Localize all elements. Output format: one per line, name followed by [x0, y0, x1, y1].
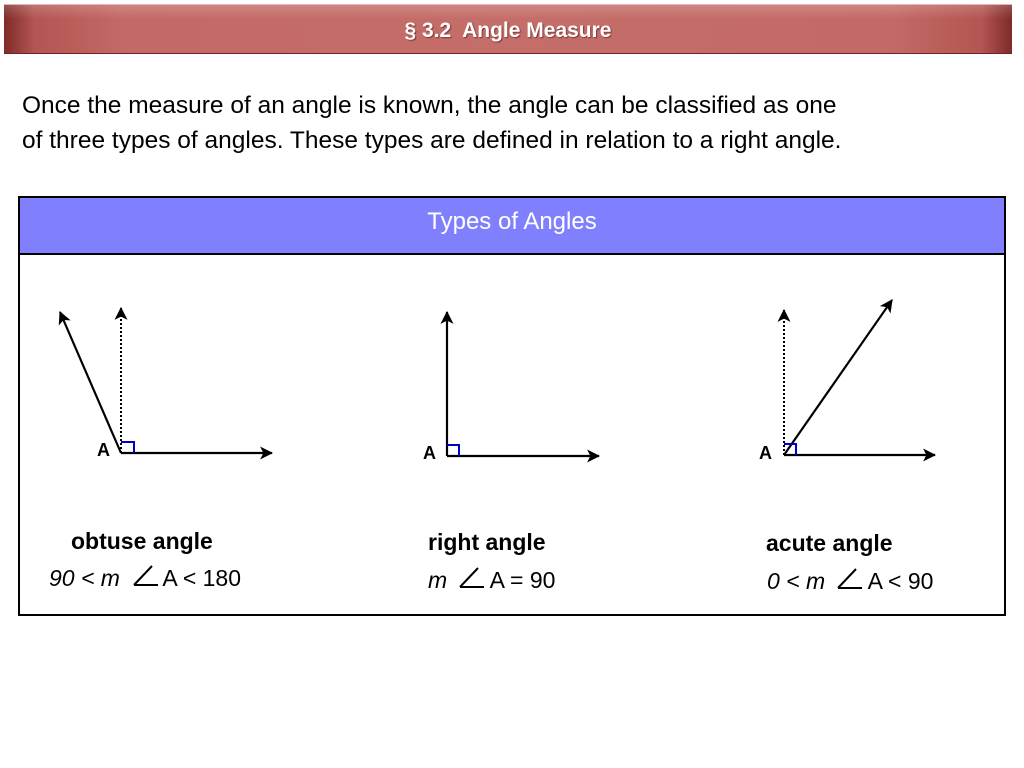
angle-icon	[454, 565, 490, 591]
intro-line-1: Once the measure of an angle is known, the angle can be classified as one	[22, 92, 837, 119]
acute-vertex-label: A	[759, 443, 772, 463]
angle-icon	[126, 563, 162, 589]
intro-line-2: of three types of angles. These types are defined in relation to a right angle.	[22, 127, 842, 154]
acute-formula-rhs: A < 90	[867, 568, 934, 594]
obtuse-angle-name: obtuse angle	[71, 528, 213, 554]
obtuse-right-angle-marker	[121, 442, 134, 453]
obtuse-angle-diagram	[60, 308, 272, 453]
acute-angle-diagram	[784, 300, 935, 455]
right-formula-lhs: m	[428, 567, 448, 593]
angle-icon	[832, 566, 868, 592]
table-title: Types of Angles	[427, 208, 597, 235]
right-formula	[428, 565, 555, 594]
obtuse-formula	[49, 563, 241, 592]
right-formula-rhs: A = 90	[489, 567, 556, 593]
right-angle-name: right angle	[428, 529, 546, 555]
acute-angle-name: acute angle	[766, 530, 893, 556]
right-angle-diagram	[447, 312, 599, 456]
obtuse-vertex-label: A	[97, 440, 110, 460]
slide-title: § 3.2 Angle Measure	[404, 19, 612, 42]
obtuse-formula-lhs: 90 < m	[49, 565, 120, 591]
acute-slanted-ray	[784, 300, 892, 455]
obtuse-slanted-ray	[60, 312, 121, 453]
acute-formula	[767, 566, 933, 595]
obtuse-formula-rhs: A < 180	[162, 565, 242, 591]
acute-formula-lhs: 0 < m	[767, 568, 826, 594]
right-vertex-label: A	[423, 443, 436, 463]
right-angle-marker	[447, 445, 459, 456]
